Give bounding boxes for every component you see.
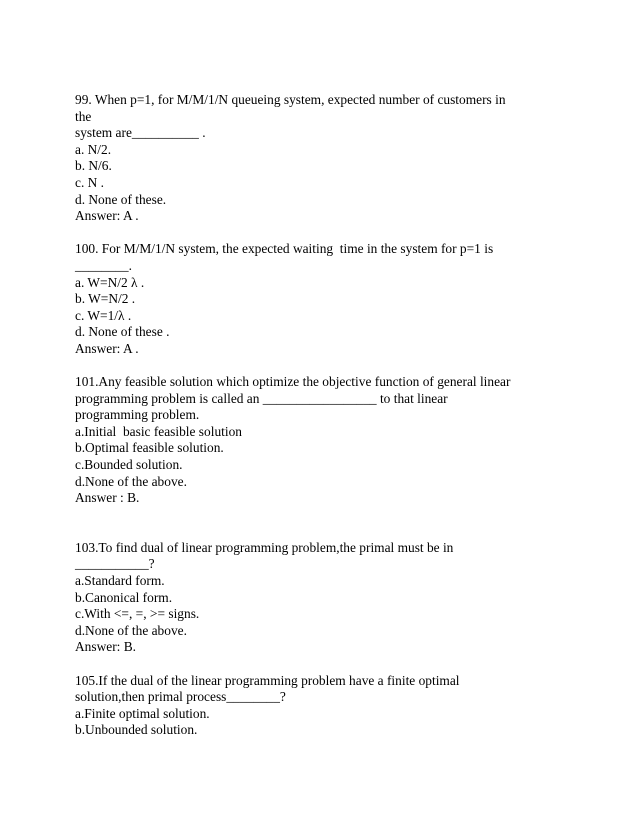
question-text: 99. When p=1, for M/M/1/N queueing system, expected number of customers in bbox=[75, 92, 506, 107]
answer: Answer: B. bbox=[75, 639, 136, 655]
document-page bbox=[75, 92, 555, 756]
option-a: a. N/2. bbox=[75, 141, 112, 157]
question-105 bbox=[75, 673, 555, 739]
option-d: d.None of the above. bbox=[75, 473, 187, 489]
question-text: ________. bbox=[75, 257, 132, 273]
question-103 bbox=[75, 540, 555, 656]
option-b: b.Canonical form. bbox=[75, 589, 173, 605]
question-101 bbox=[75, 374, 555, 507]
option-a: a.Initial basic feasible solution bbox=[75, 423, 242, 439]
question-text: programming problem. bbox=[75, 407, 200, 423]
option-b: b. W=N/2 . bbox=[75, 291, 136, 307]
option-b: b.Unbounded solution. bbox=[75, 722, 198, 738]
option-a: a.Finite optimal solution. bbox=[75, 705, 210, 721]
question-text: ___________? bbox=[75, 556, 155, 572]
question-text: the bbox=[75, 108, 92, 124]
question-100 bbox=[75, 241, 555, 357]
option-b: b. N/6. bbox=[75, 158, 112, 174]
question-text: system are__________ . bbox=[75, 125, 206, 141]
option-c: c.Bounded solution. bbox=[75, 457, 183, 473]
answer: Answer : B. bbox=[75, 490, 140, 506]
option-a: a. W=N/2 λ . bbox=[75, 274, 145, 290]
option-d: d. None of these . bbox=[75, 324, 170, 340]
option-c: c. W=1/λ . bbox=[75, 307, 132, 323]
option-c: c. N . bbox=[75, 174, 105, 190]
question-text: programming problem is called an _________________ to that linear bbox=[75, 390, 448, 406]
question-text: 100. For M/M/1/N system, the expected waiting time in the system for p=1 is bbox=[75, 241, 494, 257]
option-d: d. None of these. bbox=[75, 191, 167, 207]
option-d: d.None of the above. bbox=[75, 622, 187, 638]
option-a: a.Standard form. bbox=[75, 573, 165, 589]
question-99 bbox=[75, 92, 555, 225]
answer: Answer: A . bbox=[75, 208, 139, 224]
answer: Answer: A . bbox=[75, 340, 139, 356]
question-text: 105.If the dual of the linear programming problem have a finite optimal bbox=[75, 672, 460, 688]
question-text: solution,then primal process________? bbox=[75, 689, 286, 705]
question-text: 101.Any feasible solution which optimize the objective function of general linear bbox=[75, 374, 511, 390]
option-b: b.Optimal feasible solution. bbox=[75, 440, 224, 456]
question-text: 103.To find dual of linear programming problem,the primal must be in bbox=[75, 539, 454, 555]
option-c: c.With <=, =, >= signs. bbox=[75, 606, 200, 622]
